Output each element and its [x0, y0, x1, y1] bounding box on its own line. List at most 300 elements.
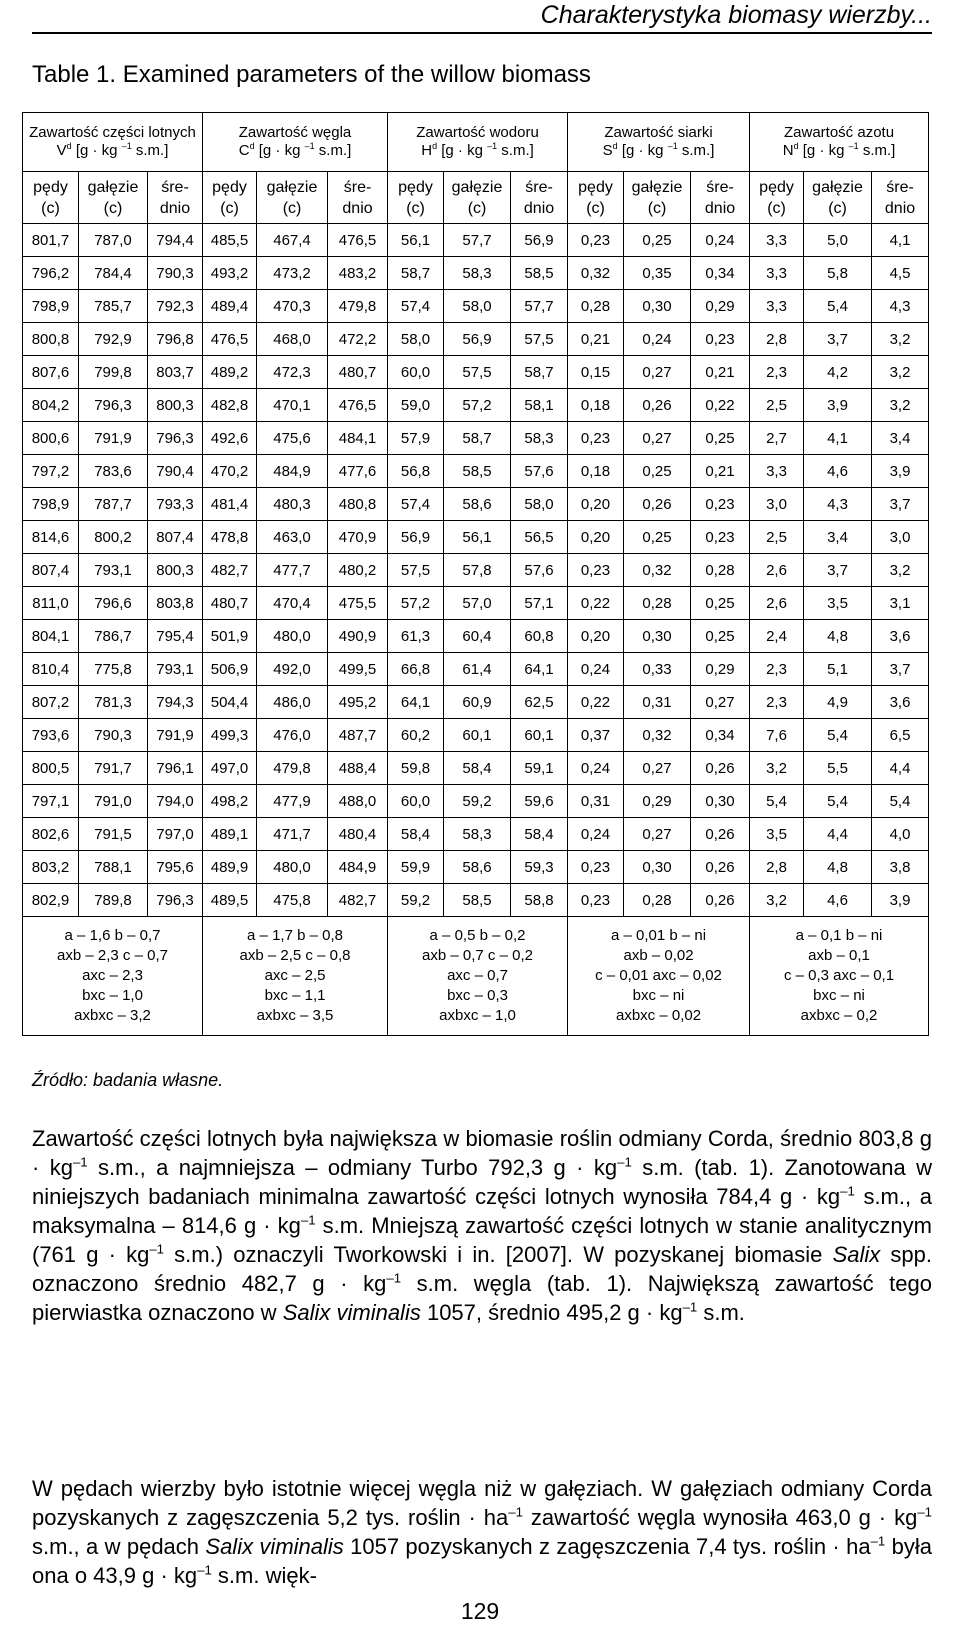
table-cell: 5,5	[804, 752, 872, 785]
lsd-line: a – 0,01 b – ni	[610, 927, 707, 944]
table-cell: 499,3	[203, 719, 257, 752]
table-row	[23, 851, 929, 884]
table-cell: 5,0	[804, 224, 872, 257]
table-cell: 7,6	[750, 719, 804, 752]
table-cell: 0,25	[624, 224, 691, 257]
table-cell: 0,29	[691, 653, 750, 686]
table-cell: 489,4	[203, 290, 257, 323]
table-cell: 59,1	[511, 752, 568, 785]
sub-header-shoots: pędy (c)	[23, 172, 79, 224]
table-cell: 792,3	[148, 290, 203, 323]
source-note: Źródło: badania własne.	[32, 1070, 224, 1090]
table-cell: 493,2	[203, 257, 257, 290]
table-cell: 0,28	[624, 587, 691, 620]
sub-header-branches: gałęzie (c)	[624, 172, 691, 224]
table-cell: 802,6	[23, 818, 79, 851]
table-cell: 470,2	[203, 455, 257, 488]
table-cell: 0,30	[624, 620, 691, 653]
table-cell: 3,2	[750, 752, 804, 785]
table-cell: 59,8	[388, 752, 444, 785]
table-cell: 58,0	[388, 323, 444, 356]
table-cell: 0,23	[568, 884, 624, 917]
table-cell: 3,9	[804, 389, 872, 422]
table-cell: 59,2	[444, 785, 511, 818]
table-cell: 479,8	[257, 752, 328, 785]
lsd-line: axb – 2,3 c – 0,7	[57, 947, 168, 964]
table-cell: 0,37	[568, 719, 624, 752]
table-cell: 480,0	[257, 851, 328, 884]
body-paragraph-1	[32, 1124, 932, 1327]
table-cell: 480,4	[328, 818, 388, 851]
superscript: –1	[682, 1299, 698, 1315]
table-cell: 796,1	[148, 752, 203, 785]
table-cell: 0,27	[624, 752, 691, 785]
table-cell: 0,25	[624, 455, 691, 488]
table-cell: 480,3	[257, 488, 328, 521]
table-cell: 486,0	[257, 686, 328, 719]
group-header-cell	[750, 113, 929, 172]
table-cell: 58,0	[444, 290, 511, 323]
table-row	[23, 818, 929, 851]
lsd-line: axb – 0,02	[623, 947, 694, 964]
table-cell: 3,7	[804, 554, 872, 587]
table-cell: 801,7	[23, 224, 79, 257]
table-cell: 0,26	[624, 389, 691, 422]
table-cell: 57,5	[444, 356, 511, 389]
table-cell: 58,5	[444, 884, 511, 917]
table-cell: 482,7	[328, 884, 388, 917]
parameters-table	[22, 112, 929, 1036]
table-cell: 497,0	[203, 752, 257, 785]
table-cell: 795,4	[148, 620, 203, 653]
table-cell: 0,27	[691, 686, 750, 719]
table-cell: 787,0	[79, 224, 148, 257]
table-row	[23, 290, 929, 323]
table-cell: 796,2	[23, 257, 79, 290]
table-cell: 58,3	[444, 257, 511, 290]
lsd-line: axbxc – 3,2	[74, 1007, 151, 1024]
table-cell: 807,4	[23, 554, 79, 587]
table-cell: 58,6	[444, 851, 511, 884]
table-cell: 59,3	[511, 851, 568, 884]
text-run: s.m.) oznaczyli Tworkowski i in. [2007]. W pozyskanej biomasie	[164, 1242, 833, 1267]
table-cell: 60,9	[444, 686, 511, 719]
header-rule	[32, 32, 932, 34]
table-cell: 498,2	[203, 785, 257, 818]
lsd-line: axc – 2,3	[82, 967, 143, 984]
table-cell: 476,5	[328, 389, 388, 422]
table-cell: 4,3	[872, 290, 929, 323]
superscript: –1	[840, 1183, 855, 1199]
table-cell: 4,4	[804, 818, 872, 851]
table-row	[23, 389, 929, 422]
table-cell: 477,7	[257, 554, 328, 587]
table-cell: 775,8	[79, 653, 148, 686]
table-row	[23, 257, 929, 290]
table-cell: 796,3	[148, 422, 203, 455]
table-row	[23, 356, 929, 389]
table-cell: 487,7	[328, 719, 388, 752]
table-cell: 0,30	[624, 851, 691, 884]
table-cell: 59,2	[388, 884, 444, 917]
table-cell: 62,5	[511, 686, 568, 719]
lsd-line: bxc – ni	[813, 987, 865, 1004]
sub-header-branches: gałęzie (c)	[804, 172, 872, 224]
table-cell: 479,8	[328, 290, 388, 323]
table-cell: 800,2	[79, 521, 148, 554]
table-cell: 2,5	[750, 389, 804, 422]
table-cell: 791,9	[148, 719, 203, 752]
table-cell: 490,9	[328, 620, 388, 653]
table-cell: 58,3	[511, 422, 568, 455]
table-cell: 0,23	[568, 422, 624, 455]
table-cell: 793,1	[148, 653, 203, 686]
lsd-line: c – 0,01 axc – 0,02	[595, 967, 722, 984]
table-cell: 2,8	[750, 323, 804, 356]
table-row	[23, 323, 929, 356]
text-run: W pędach wierzby było istotnie więcej węgla niż w gałęziach. W gałęziach odmiany Corda pozyskanych z zagęszczenia 5,2 tys. roślin · ha	[32, 1476, 932, 1530]
table-cell: 796,6	[79, 587, 148, 620]
table-cell: 484,9	[257, 455, 328, 488]
table-cell: 797,0	[148, 818, 203, 851]
superscript: –1	[870, 1533, 886, 1549]
table-cell: 492,6	[203, 422, 257, 455]
table-cell: 473,2	[257, 257, 328, 290]
group-header-cell	[388, 113, 568, 172]
table-cell: 791,0	[79, 785, 148, 818]
table-cell: 803,2	[23, 851, 79, 884]
table-cell: 0,23	[691, 488, 750, 521]
table-cell: 3,6	[872, 620, 929, 653]
page-number: 129	[460, 1598, 500, 1624]
group-header-cell	[23, 113, 203, 172]
table-cell: 6,5	[872, 719, 929, 752]
superscript: –1	[149, 1241, 164, 1257]
table-row	[23, 785, 929, 818]
table-row	[23, 455, 929, 488]
text-run: s.m., a maksymalna – 814,6 g · kg	[32, 1184, 933, 1238]
lsd-line: c – 0,3 axc – 0,1	[783, 967, 895, 984]
table-cell: 0,28	[691, 554, 750, 587]
table-row	[23, 224, 929, 257]
italic-term: Salix	[832, 1242, 881, 1267]
table-cell: 0,23	[568, 851, 624, 884]
table-cell: 788,1	[79, 851, 148, 884]
table-cell: 4,3	[804, 488, 872, 521]
table-cell: 791,5	[79, 818, 148, 851]
table-cell: 797,1	[23, 785, 79, 818]
table-cell: 57,2	[388, 587, 444, 620]
table-cell: 0,32	[568, 257, 624, 290]
table-cell: 0,27	[624, 356, 691, 389]
table-cell: 58,5	[511, 257, 568, 290]
table-cell: 58,0	[511, 488, 568, 521]
text-run: s.m.	[697, 1300, 745, 1325]
table-cell: 793,6	[23, 719, 79, 752]
table-cell: 489,9	[203, 851, 257, 884]
table-cell: 61,3	[388, 620, 444, 653]
table-cell: 3,7	[872, 488, 929, 521]
table-cell: 64,1	[511, 653, 568, 686]
table-cell: 791,7	[79, 752, 148, 785]
text-run: s.m., a w pędach	[32, 1534, 206, 1559]
table-cell: 3,7	[872, 653, 929, 686]
table-cell: 3,5	[804, 587, 872, 620]
group-header-unit: $N^d$ [g · kg $^{-1}$ s.m.]	[782, 141, 896, 159]
table-cell: 0,24	[568, 818, 624, 851]
table-cell: 476,0	[257, 719, 328, 752]
table-cell: 0,30	[691, 785, 750, 818]
table-row	[23, 488, 929, 521]
lsd-line: axbxc – 3,5	[256, 1007, 334, 1024]
table-cell: 807,4	[148, 521, 203, 554]
table-cell: 4,8	[804, 620, 872, 653]
table-cell: 481,4	[203, 488, 257, 521]
table-cell: 794,3	[148, 686, 203, 719]
table-cell: 0,23	[691, 521, 750, 554]
lsd-line: bxc – ni	[632, 987, 685, 1004]
table-cell: 787,7	[79, 488, 148, 521]
sub-header-branches: gałęzie (c)	[257, 172, 328, 224]
group-header-unit: $C^d$ [g · kg $^{-1}$ s.m.]	[238, 141, 352, 159]
table-cell: 476,5	[328, 224, 388, 257]
group-header-cell	[568, 113, 750, 172]
table-cell: 793,3	[148, 488, 203, 521]
table-cell: 0,26	[691, 851, 750, 884]
table-cell: 800,3	[148, 554, 203, 587]
lsd-line: a – 1,6 b – 0,7	[64, 927, 161, 944]
table-cell: 57,9	[388, 422, 444, 455]
table-row	[23, 752, 929, 785]
table-cell: 5,4	[804, 290, 872, 323]
table-cell: 471,7	[257, 818, 328, 851]
lsd-cell	[750, 917, 929, 1036]
table-cell: 59,0	[388, 389, 444, 422]
table-cell: 56,8	[388, 455, 444, 488]
table-cell: 0,33	[624, 653, 691, 686]
table-cell: 804,2	[23, 389, 79, 422]
table-cell: 0,26	[691, 884, 750, 917]
lsd-cell	[568, 917, 750, 1036]
table-cell: 470,9	[328, 521, 388, 554]
table-cell: 56,5	[511, 521, 568, 554]
table-cell: 3,2	[872, 389, 929, 422]
table-cell: 0,31	[624, 686, 691, 719]
table-cell: 5,4	[750, 785, 804, 818]
table-cell: 506,9	[203, 653, 257, 686]
lsd-line: axb – 0,1	[808, 947, 870, 964]
table-cell: 56,9	[388, 521, 444, 554]
lsd-cell	[203, 917, 388, 1036]
table-cell: 58,5	[444, 455, 511, 488]
table-cell: 504,4	[203, 686, 257, 719]
table-cell: 4,6	[804, 884, 872, 917]
table-cell: 0,27	[624, 422, 691, 455]
table-row	[23, 653, 929, 686]
text-run: zawartość węgla wynosiła 463,0 g · kg	[522, 1505, 918, 1530]
italic-term: Salix viminalis	[205, 1534, 344, 1559]
group-header-unit: $V^d$ [g · kg $^{-1}$ s.m.]	[56, 141, 169, 159]
table-cell: 5,8	[804, 257, 872, 290]
table-cell: 58,4	[511, 818, 568, 851]
superscript: –1	[300, 1212, 316, 1228]
table-cell: 5,1	[804, 653, 872, 686]
table-cell: 0,28	[568, 290, 624, 323]
table-cell: 60,1	[511, 719, 568, 752]
table-cell: 0,25	[624, 521, 691, 554]
table-cell: 57,0	[444, 587, 511, 620]
table-cell: 57,5	[388, 554, 444, 587]
table-cell: 2,5	[750, 521, 804, 554]
table-cell: 57,4	[388, 290, 444, 323]
table-cell: 0,18	[568, 455, 624, 488]
table-cell: 3,9	[872, 884, 929, 917]
table-cell: 3,6	[872, 686, 929, 719]
table-row	[23, 554, 929, 587]
table-row	[23, 620, 929, 653]
table-cell: 783,6	[79, 455, 148, 488]
table-cell: 475,8	[257, 884, 328, 917]
table-cell: 485,5	[203, 224, 257, 257]
sub-header-mean: śre- dnio	[691, 172, 750, 224]
table-cell: 66,8	[388, 653, 444, 686]
table-cell: 794,4	[148, 224, 203, 257]
table-cell: 2,3	[750, 356, 804, 389]
table-row	[23, 884, 929, 917]
text-run: s.m. więk-	[211, 1563, 317, 1588]
table-cell: 4,5	[872, 257, 929, 290]
table-cell: 0,29	[691, 290, 750, 323]
table-cell: 5,4	[804, 785, 872, 818]
sub-header-branches: gałęzie (c)	[444, 172, 511, 224]
table-cell: 0,21	[568, 323, 624, 356]
table-cell: 0,27	[624, 818, 691, 851]
table-cell: 57,4	[388, 488, 444, 521]
sub-header-mean: śre- dnio	[511, 172, 568, 224]
table-cell: 791,9	[79, 422, 148, 455]
table-cell: 0,21	[691, 356, 750, 389]
sub-header-mean: śre- dnio	[328, 172, 388, 224]
table-cell: 2,4	[750, 620, 804, 653]
table-cell: 3,3	[750, 224, 804, 257]
table-cell: 2,7	[750, 422, 804, 455]
table-cell: 814,6	[23, 521, 79, 554]
table-cell: 0,20	[568, 488, 624, 521]
table-cell: 0,22	[691, 389, 750, 422]
table-cell: 0,26	[624, 488, 691, 521]
table-cell: 58,3	[444, 818, 511, 851]
table-cell: 59,9	[388, 851, 444, 884]
table-cell: 499,5	[328, 653, 388, 686]
table-cell: 470,3	[257, 290, 328, 323]
table-cell: 470,4	[257, 587, 328, 620]
body-paragraph-2	[32, 1474, 932, 1590]
table-cell: 57,7	[444, 224, 511, 257]
table-cell: 0,20	[568, 620, 624, 653]
table-cell: 489,5	[203, 884, 257, 917]
table-cell: 0,24	[624, 323, 691, 356]
table-cell: 482,7	[203, 554, 257, 587]
table-cell: 58,7	[444, 422, 511, 455]
text-run: 1057, średnio 495,2 g · kg	[420, 1300, 683, 1325]
table-cell: 795,6	[148, 851, 203, 884]
table-cell: 470,1	[257, 389, 328, 422]
table-cell: 3,4	[872, 422, 929, 455]
italic-term: Salix viminalis	[282, 1300, 421, 1325]
sub-header-mean: śre- dnio	[872, 172, 929, 224]
table-cell: 0,26	[691, 752, 750, 785]
table-cell: 480,2	[328, 554, 388, 587]
table-cell: 2,6	[750, 587, 804, 620]
table-cell: 4,8	[804, 851, 872, 884]
table-cell: 57,6	[511, 455, 568, 488]
table-cell: 790,4	[148, 455, 203, 488]
table-cell: 3,3	[750, 257, 804, 290]
lsd-line: axbxc – 0,2	[800, 1007, 878, 1024]
table-cell: 797,2	[23, 455, 79, 488]
table-cell: 488,4	[328, 752, 388, 785]
table-cell: 478,8	[203, 521, 257, 554]
table-cell: 0,28	[624, 884, 691, 917]
sub-header-shoots: pędy (c)	[568, 172, 624, 224]
table-cell: 2,3	[750, 686, 804, 719]
table-cell: 60,1	[444, 719, 511, 752]
sub-header-mean: śre- dnio	[148, 172, 203, 224]
table-cell: 0,24	[568, 653, 624, 686]
table-cell: 477,9	[257, 785, 328, 818]
table-cell: 798,9	[23, 290, 79, 323]
table-cell: 3,2	[872, 356, 929, 389]
table-cell: 0,18	[568, 389, 624, 422]
group-header-unit: $S^d$ [g · kg $^{-1}$ s.m.]	[602, 141, 715, 159]
table-row	[23, 521, 929, 554]
table-cell: 480,8	[328, 488, 388, 521]
table-cell: 3,0	[872, 521, 929, 554]
lsd-cell	[388, 917, 568, 1036]
table-cell: 3,1	[872, 587, 929, 620]
table-cell: 58,7	[388, 257, 444, 290]
table-cell: 3,7	[804, 323, 872, 356]
text-run: s.m. węgla (tab. 1). Największą zawartość tego pierwiastka oznaczono w	[32, 1271, 933, 1325]
superscript: –1	[197, 1562, 212, 1578]
table-cell: 484,1	[328, 422, 388, 455]
table-cell: 483,2	[328, 257, 388, 290]
table-cell: 482,8	[203, 389, 257, 422]
superscript: –1	[917, 1504, 932, 1520]
table-cell: 790,3	[148, 257, 203, 290]
table-cell: 3,2	[750, 884, 804, 917]
lsd-line: axbxc – 1,0	[439, 1007, 516, 1024]
table-cell: 61,4	[444, 653, 511, 686]
table-cell: 2,3	[750, 653, 804, 686]
table-cell: 57,5	[511, 323, 568, 356]
superscript: –1	[508, 1504, 523, 1520]
table-cell: 472,3	[257, 356, 328, 389]
table-row	[23, 587, 929, 620]
sub-header-shoots: pędy (c)	[203, 172, 257, 224]
table-cell: 57,1	[511, 587, 568, 620]
table-cell: 463,0	[257, 521, 328, 554]
table-cell: 57,7	[511, 290, 568, 323]
table-cell: 800,6	[23, 422, 79, 455]
table-cell: 57,2	[444, 389, 511, 422]
table-cell: 64,1	[388, 686, 444, 719]
group-header-row	[23, 113, 929, 172]
table-cell: 3,2	[872, 554, 929, 587]
table-cell: 484,9	[328, 851, 388, 884]
table-cell: 480,7	[203, 587, 257, 620]
lsd-line: bxc – 0,3	[447, 987, 508, 1004]
